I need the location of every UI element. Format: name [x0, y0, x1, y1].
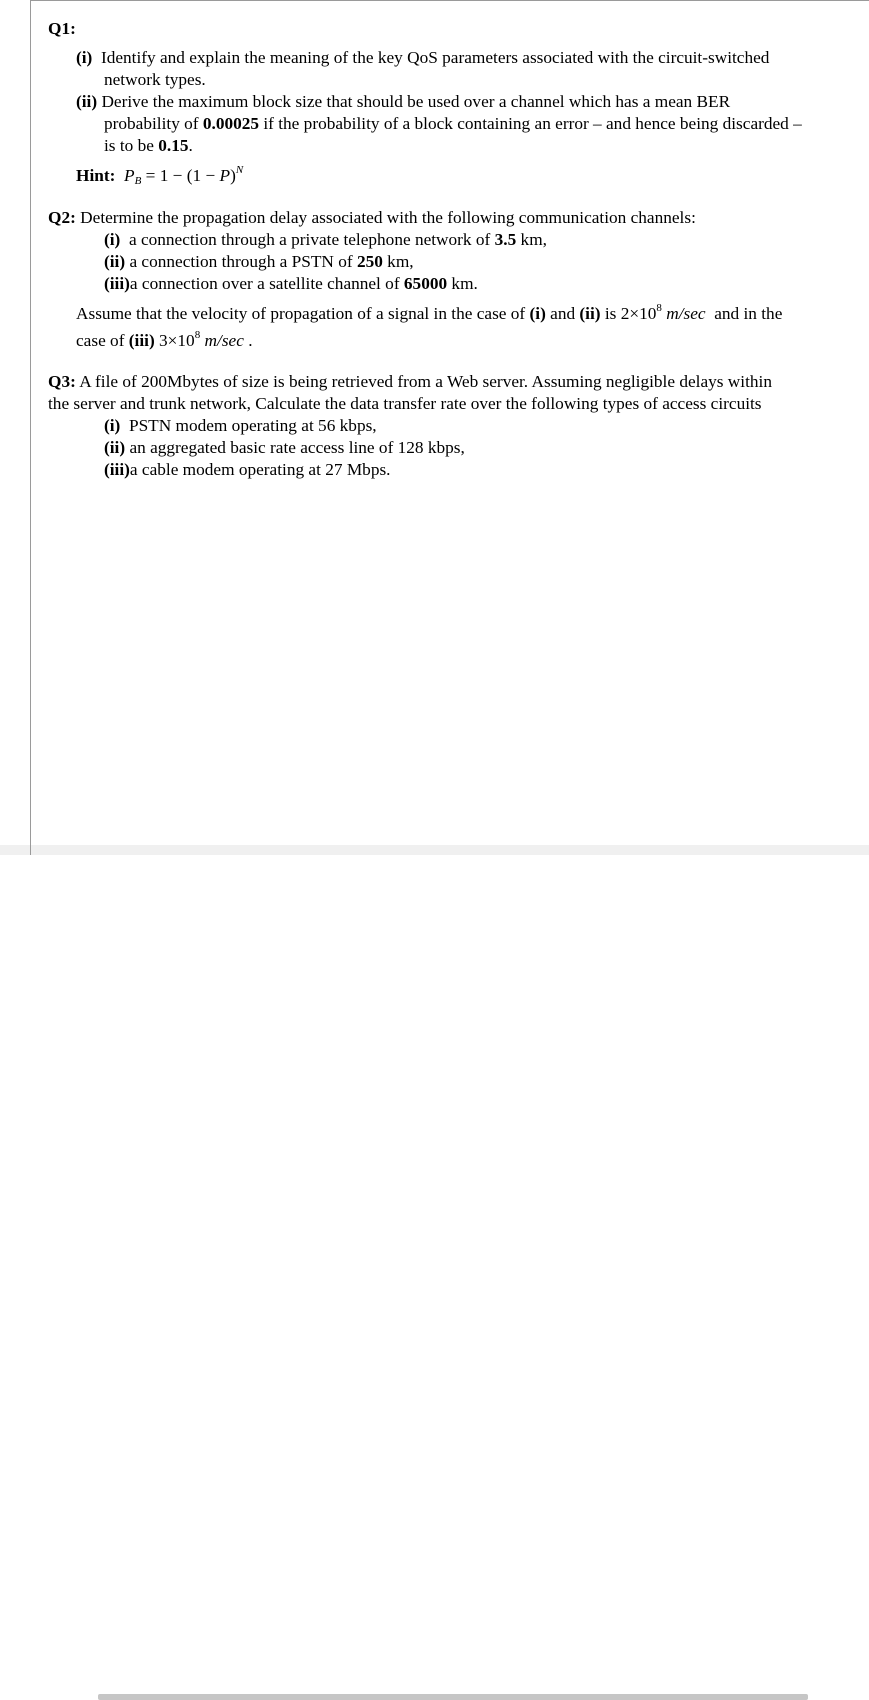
q2-part-ii: (ii) a connection through a PSTN of 250 km, [104, 252, 414, 271]
q3-intro: Q3: A file of 200Mbytes of size is being retrieved from a Web server. Assuming negligible delays within [48, 372, 772, 391]
page-left-border [30, 0, 31, 855]
q1-part-ii: (ii) Derive the maximum block size that should be used over a channel which has a mean BER [76, 92, 731, 111]
q1-part-ii-cont: probability of 0.00025 if the probability of a block containing an error – and hence being discarded – [104, 114, 802, 133]
q2-assumption-cont: case of (iii) $3\times 10^8$ m/sec . [76, 329, 253, 350]
q1-label: Q1: [48, 19, 76, 38]
q1-part-i: (i) Identify and explain the meaning of the key QoS parameters associated with the circuit-switched [76, 48, 770, 67]
corner-box [0, 845, 30, 855]
scrollbar-thumb[interactable] [98, 1694, 808, 1700]
page-top-border [30, 0, 869, 1]
q2-part-iii: (iii)a connection over a satellite channel of 65000 km. [104, 274, 478, 293]
q2-part-i: (i) a connection through a private telephone network of 3.5 km, [104, 230, 547, 249]
q1-part-i-cont: network types. [104, 70, 206, 89]
q1-hint: Hint: $P_B = 1 - (1 - P)^N$ [76, 164, 244, 187]
q1-part-ii-cont2: is to be 0.15. [104, 136, 193, 155]
horizontal-scrollbar[interactable] [31, 845, 869, 855]
q2-assumption: Assume that the velocity of propagation of a signal in the case of (i) and (ii) is $2\times 10^8$ m/sec and in the [76, 302, 783, 323]
q3-part-i: (i) PSTN modem operating at 56 kbps, [104, 416, 377, 435]
q3-part-ii: (ii) an aggregated basic rate access line of 128 kbps, [104, 438, 465, 457]
q2-intro: Q2: Determine the propagation delay associated with the following communication channels: [48, 208, 696, 227]
q3-part-iii: (iii)a cable modem operating at 27 Mbps. [104, 460, 391, 479]
q3-intro-cont: the server and trunk network, Calculate the data transfer rate over the following types of access circuits [48, 394, 762, 413]
